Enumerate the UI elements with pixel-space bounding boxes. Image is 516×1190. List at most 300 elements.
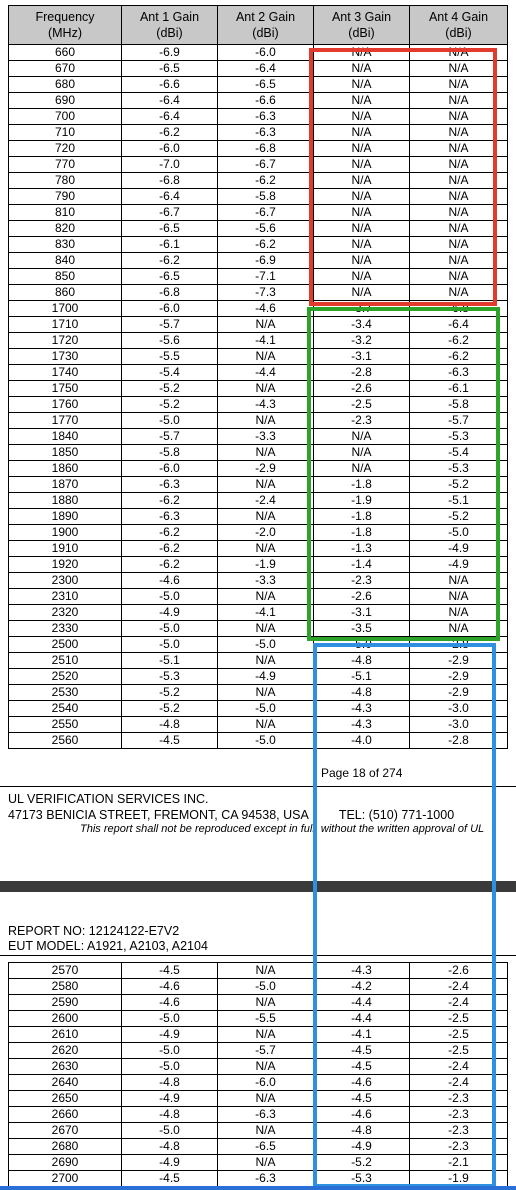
- table-row: [9, 445, 508, 461]
- cell-ant4-gain: N/A: [410, 621, 508, 637]
- cell-ant1-gain: -5.8: [122, 445, 218, 461]
- cell-ant4-gain: -2.5: [410, 1011, 508, 1027]
- cell-frequency: 780: [9, 173, 122, 189]
- cell-ant2-gain: -6.7: [218, 205, 314, 221]
- cell-ant4-gain: -2.1: [410, 1155, 508, 1171]
- footer-tel: TEL: (510) 771-1000: [338, 808, 455, 822]
- cell-ant4-gain: -3.0: [410, 717, 508, 733]
- cell-frequency: 2500: [9, 637, 122, 653]
- table-row: [9, 525, 508, 541]
- cell-frequency: 2540: [9, 701, 122, 717]
- cell-ant2-gain: -6.8: [218, 141, 314, 157]
- cell-ant2-gain: N/A: [218, 1027, 314, 1043]
- cell-ant1-gain: -6.4: [122, 109, 218, 125]
- cell-ant4-gain: N/A: [410, 125, 508, 141]
- cell-frequency: 2520: [9, 669, 122, 685]
- table-row: [9, 285, 508, 301]
- cell-ant3-gain: -4.1: [314, 1027, 410, 1043]
- table-row: [9, 349, 508, 365]
- table-row: [9, 589, 508, 605]
- cell-ant4-gain: N/A: [410, 173, 508, 189]
- cell-ant1-gain: -4.5: [122, 1171, 218, 1187]
- table-row: [9, 573, 508, 589]
- cell-ant4-gain: N/A: [410, 45, 508, 61]
- cell-ant3-gain: N/A: [314, 141, 410, 157]
- cell-frequency: 2510: [9, 653, 122, 669]
- report-number: REPORT NO: 12124122-E7V2: [8, 924, 180, 938]
- cell-ant4-gain: -6.2: [410, 333, 508, 349]
- cell-ant3-gain: -5.3: [314, 1171, 410, 1187]
- cell-ant4-gain: -5.4: [410, 445, 508, 461]
- cell-ant4-gain: -1.9: [410, 1171, 508, 1187]
- cell-ant3-gain: N/A: [314, 157, 410, 173]
- header-frequency: Frequency (MHz): [9, 6, 122, 45]
- cell-ant4-gain: -4.9: [410, 557, 508, 573]
- table-row: [9, 1011, 508, 1027]
- cell-ant3-gain: -2.3: [314, 573, 410, 589]
- cell-ant2-gain: N/A: [218, 413, 314, 429]
- table-row: [9, 93, 508, 109]
- cell-ant2-gain: -2.0: [218, 525, 314, 541]
- cell-ant3-gain: -3.2: [314, 333, 410, 349]
- cell-frequency: 810: [9, 205, 122, 221]
- table-row: [9, 461, 508, 477]
- cell-frequency: 850: [9, 269, 122, 285]
- cell-ant3-gain: N/A: [314, 461, 410, 477]
- table-row: [9, 509, 508, 525]
- cell-ant4-gain: N/A: [410, 221, 508, 237]
- cell-ant1-gain: -6.4: [122, 93, 218, 109]
- cell-ant3-gain: -1.4: [314, 557, 410, 573]
- cell-ant2-gain: -6.5: [218, 1139, 314, 1155]
- cell-frequency: 820: [9, 221, 122, 237]
- cell-ant2-gain: N/A: [218, 589, 314, 605]
- cell-frequency: 2650: [9, 1091, 122, 1107]
- table-row: [9, 381, 508, 397]
- cell-ant3-gain: -3.1: [314, 349, 410, 365]
- cell-ant4-gain: -2.8: [410, 733, 508, 749]
- cell-frequency: 2600: [9, 1011, 122, 1027]
- cell-ant1-gain: -7.0: [122, 157, 218, 173]
- header-ant2-gain: Ant 2 Gain (dBi): [218, 6, 314, 45]
- cell-ant4-gain: -2.5: [410, 1027, 508, 1043]
- table-row: [9, 685, 508, 701]
- cell-ant2-gain: -6.2: [218, 173, 314, 189]
- cell-ant2-gain: -4.9: [218, 669, 314, 685]
- cell-ant3-gain: -1.8: [314, 509, 410, 525]
- cell-ant1-gain: -6.5: [122, 61, 218, 77]
- cell-ant1-gain: -5.2: [122, 701, 218, 717]
- cell-ant4-gain: -5.8: [410, 397, 508, 413]
- table-row: [9, 317, 508, 333]
- cell-ant4-gain: -2.4: [410, 1075, 508, 1091]
- cell-frequency: 2530: [9, 685, 122, 701]
- cell-ant1-gain: -6.2: [122, 125, 218, 141]
- cell-ant2-gain: -2.4: [218, 493, 314, 509]
- cell-ant1-gain: -5.6: [122, 333, 218, 349]
- cell-ant1-gain: -5.2: [122, 381, 218, 397]
- cell-frequency: 1730: [9, 349, 122, 365]
- cell-frequency: 720: [9, 141, 122, 157]
- cell-ant1-gain: -6.3: [122, 477, 218, 493]
- table-body: [9, 45, 508, 749]
- cell-frequency: 1720: [9, 333, 122, 349]
- table-row: [9, 301, 508, 317]
- cell-ant4-gain: -5.2: [410, 509, 508, 525]
- cell-ant2-gain: N/A: [218, 1155, 314, 1171]
- cell-ant3-gain: -1.9: [314, 493, 410, 509]
- cell-frequency: 690: [9, 93, 122, 109]
- cell-ant4-gain: -2.6: [410, 963, 508, 979]
- cell-ant3-gain: -2.6: [314, 589, 410, 605]
- cell-ant4-gain: -2.3: [410, 1091, 508, 1107]
- cell-ant3-gain: -5.2: [314, 1155, 410, 1171]
- cell-ant3-gain: N/A: [314, 189, 410, 205]
- cell-ant1-gain: -4.9: [122, 605, 218, 621]
- antenna-gain-table-continued: [8, 962, 508, 1187]
- page-number: Page 18 of 274: [321, 766, 403, 780]
- table-row: [9, 653, 508, 669]
- cell-ant1-gain: -5.0: [122, 1011, 218, 1027]
- cell-frequency: 1890: [9, 509, 122, 525]
- table-row: [9, 717, 508, 733]
- footer-note: This report shall not be reproduced except in full, without the written approval of UL: [80, 823, 485, 835]
- table-row: [9, 1075, 508, 1091]
- cell-ant1-gain: -5.1: [122, 653, 218, 669]
- cell-ant4-gain: -6.3: [410, 365, 508, 381]
- cell-ant4-gain: N/A: [410, 93, 508, 109]
- cell-ant3-gain: N/A: [314, 125, 410, 141]
- cell-frequency: 1850: [9, 445, 122, 461]
- cell-ant1-gain: -5.0: [122, 1043, 218, 1059]
- cell-ant3-gain: -2.6: [314, 381, 410, 397]
- cell-ant1-gain: -4.8: [122, 1075, 218, 1091]
- cell-ant4-gain: N/A: [410, 77, 508, 93]
- table-row: [9, 1091, 508, 1107]
- table-row: [9, 173, 508, 189]
- header-ant4-gain: Ant 4 Gain (dBi): [410, 6, 508, 45]
- cell-ant2-gain: N/A: [218, 653, 314, 669]
- cell-ant1-gain: -4.6: [122, 995, 218, 1011]
- cell-ant3-gain: -2.5: [314, 397, 410, 413]
- cell-ant2-gain: -6.0: [218, 1075, 314, 1091]
- table-row: [9, 237, 508, 253]
- cell-ant2-gain: -7.3: [218, 285, 314, 301]
- cell-ant1-gain: -5.0: [122, 589, 218, 605]
- cell-ant2-gain: -6.4: [218, 61, 314, 77]
- footer-company: UL VERIFICATION SERVICES INC.: [8, 792, 209, 806]
- cell-ant2-gain: -4.1: [218, 333, 314, 349]
- cell-ant2-gain: -5.0: [218, 733, 314, 749]
- cell-ant1-gain: -6.1: [122, 237, 218, 253]
- table-row: [9, 205, 508, 221]
- cell-ant2-gain: N/A: [218, 509, 314, 525]
- table-row: [9, 1123, 508, 1139]
- cell-ant1-gain: -6.2: [122, 493, 218, 509]
- cell-ant2-gain: -5.0: [218, 979, 314, 995]
- cell-ant4-gain: -2.5: [410, 1043, 508, 1059]
- cell-frequency: 2310: [9, 589, 122, 605]
- cell-frequency: 1840: [9, 429, 122, 445]
- cell-frequency: 2640: [9, 1075, 122, 1091]
- cell-ant4-gain: -6.4: [410, 317, 508, 333]
- table-row: [9, 557, 508, 573]
- cell-ant1-gain: -4.9: [122, 1091, 218, 1107]
- cell-ant4-gain: -3.0: [410, 701, 508, 717]
- cell-ant3-gain: -4.4: [314, 995, 410, 1011]
- cell-ant2-gain: -6.3: [218, 1107, 314, 1123]
- cell-ant1-gain: -5.7: [122, 317, 218, 333]
- table-row: [9, 253, 508, 269]
- cell-ant3-gain: N/A: [314, 61, 410, 77]
- cell-ant4-gain: N/A: [410, 253, 508, 269]
- cell-ant1-gain: -6.9: [122, 45, 218, 61]
- cell-ant2-gain: -3.3: [218, 429, 314, 445]
- cell-ant3-gain: N/A: [314, 253, 410, 269]
- cell-ant1-gain: -4.8: [122, 717, 218, 733]
- cell-ant1-gain: -6.0: [122, 301, 218, 317]
- cell-ant4-gain: -2.3: [410, 1107, 508, 1123]
- cell-ant4-gain: N/A: [410, 61, 508, 77]
- cell-ant3-gain: -4.0: [314, 733, 410, 749]
- cell-ant3-gain: -4.3: [314, 963, 410, 979]
- cell-ant3-gain: N/A: [314, 93, 410, 109]
- cell-ant4-gain: -5.2: [410, 477, 508, 493]
- table-row: [9, 669, 508, 685]
- cell-ant4-gain: -2.9: [410, 653, 508, 669]
- cell-ant3-gain: -4.5: [314, 1059, 410, 1075]
- cell-ant1-gain: -6.5: [122, 269, 218, 285]
- cell-ant3-gain: N/A: [314, 45, 410, 61]
- table-row: [9, 61, 508, 77]
- cell-frequency: 2590: [9, 995, 122, 1011]
- table-row: [9, 125, 508, 141]
- table-row: [9, 963, 508, 979]
- bottom-bar: [0, 1186, 516, 1190]
- cell-ant3-gain: -1.3: [314, 541, 410, 557]
- cell-ant2-gain: -5.5: [218, 1011, 314, 1027]
- cell-ant4-gain: -2.9: [410, 669, 508, 685]
- footer-address: 47173 BENICIA STREET, FREMONT, CA 94538, USA: [8, 808, 309, 822]
- cell-ant3-gain: -4.3: [314, 701, 410, 717]
- cell-ant4-gain: -6.2: [410, 349, 508, 365]
- cell-frequency: 1760: [9, 397, 122, 413]
- cell-ant3-gain: -4.5: [314, 1091, 410, 1107]
- table-row: [9, 157, 508, 173]
- table-row: [9, 1107, 508, 1123]
- cell-ant2-gain: N/A: [218, 1059, 314, 1075]
- cell-ant3-gain: -4.8: [314, 1123, 410, 1139]
- cell-ant4-gain: N/A: [410, 237, 508, 253]
- cell-ant4-gain: N/A: [410, 205, 508, 221]
- cell-ant4-gain: -5.3: [410, 429, 508, 445]
- cell-ant1-gain: -4.8: [122, 1107, 218, 1123]
- cell-ant2-gain: N/A: [218, 963, 314, 979]
- cell-frequency: 770: [9, 157, 122, 173]
- cell-ant4-gain: -6.8: [410, 301, 508, 317]
- table-row: [9, 1043, 508, 1059]
- cell-ant3-gain: N/A: [314, 109, 410, 125]
- cell-ant3-gain: -4.9: [314, 1139, 410, 1155]
- table-row: [9, 413, 508, 429]
- cell-ant3-gain: -2.3: [314, 413, 410, 429]
- cell-ant4-gain: -2.4: [410, 995, 508, 1011]
- cell-ant3-gain: -1.8: [314, 525, 410, 541]
- cell-ant3-gain: -5.1: [314, 669, 410, 685]
- cell-ant1-gain: -6.2: [122, 525, 218, 541]
- cell-ant3-gain: -4.3: [314, 717, 410, 733]
- table-row: [9, 733, 508, 749]
- cell-ant1-gain: -5.0: [122, 1123, 218, 1139]
- cell-frequency: 1860: [9, 461, 122, 477]
- cell-ant1-gain: -5.7: [122, 429, 218, 445]
- cell-ant1-gain: -5.0: [122, 413, 218, 429]
- cell-frequency: 840: [9, 253, 122, 269]
- cell-frequency: 1910: [9, 541, 122, 557]
- table-row: [9, 333, 508, 349]
- cell-ant2-gain: -3.3: [218, 573, 314, 589]
- cell-ant3-gain: -5.0: [314, 637, 410, 653]
- table-row: [9, 493, 508, 509]
- cell-ant2-gain: -2.9: [218, 461, 314, 477]
- cell-ant1-gain: -6.5: [122, 221, 218, 237]
- cell-ant2-gain: -7.1: [218, 269, 314, 285]
- cell-ant3-gain: N/A: [314, 429, 410, 445]
- cell-frequency: 660: [9, 45, 122, 61]
- table-body: [9, 963, 508, 1187]
- cell-ant1-gain: -6.7: [122, 205, 218, 221]
- cell-ant4-gain: N/A: [410, 269, 508, 285]
- cell-ant2-gain: -5.0: [218, 701, 314, 717]
- table-row: [9, 269, 508, 285]
- cell-ant4-gain: -2.4: [410, 1059, 508, 1075]
- page-break-bar: [0, 881, 516, 892]
- cell-frequency: 830: [9, 237, 122, 253]
- cell-ant2-gain: N/A: [218, 349, 314, 365]
- antenna-gain-table: [8, 5, 508, 749]
- cell-ant1-gain: -4.8: [122, 1139, 218, 1155]
- cell-frequency: 700: [9, 109, 122, 125]
- cell-ant3-gain: -4.6: [314, 1107, 410, 1123]
- table-row: [9, 109, 508, 125]
- cell-ant1-gain: -5.0: [122, 621, 218, 637]
- table-row: [9, 701, 508, 717]
- cell-ant1-gain: -6.0: [122, 461, 218, 477]
- cell-frequency: 1700: [9, 301, 122, 317]
- cell-frequency: 680: [9, 77, 122, 93]
- cell-ant2-gain: -4.4: [218, 365, 314, 381]
- cell-frequency: 1920: [9, 557, 122, 573]
- cell-ant4-gain: N/A: [410, 157, 508, 173]
- cell-frequency: 1770: [9, 413, 122, 429]
- cell-ant1-gain: -4.5: [122, 733, 218, 749]
- table-row: [9, 1059, 508, 1075]
- cell-frequency: 1750: [9, 381, 122, 397]
- cell-ant3-gain: N/A: [314, 173, 410, 189]
- cell-ant4-gain: -2.3: [410, 1139, 508, 1155]
- cell-ant2-gain: N/A: [218, 1091, 314, 1107]
- cell-ant1-gain: -4.9: [122, 1155, 218, 1171]
- cell-ant4-gain: -5.1: [410, 493, 508, 509]
- cell-ant2-gain: -4.6: [218, 301, 314, 317]
- cell-ant1-gain: -6.2: [122, 557, 218, 573]
- cell-ant2-gain: -6.2: [218, 237, 314, 253]
- cell-frequency: 2690: [9, 1155, 122, 1171]
- cell-frequency: 2580: [9, 979, 122, 995]
- cell-frequency: 1900: [9, 525, 122, 541]
- cell-frequency: 1870: [9, 477, 122, 493]
- cell-ant3-gain: N/A: [314, 221, 410, 237]
- cell-frequency: 2670: [9, 1123, 122, 1139]
- table-row: [9, 221, 508, 237]
- cell-ant1-gain: -6.2: [122, 253, 218, 269]
- cell-ant1-gain: -4.9: [122, 1027, 218, 1043]
- cell-ant1-gain: -6.8: [122, 173, 218, 189]
- cell-ant4-gain: -2.9: [410, 685, 508, 701]
- cell-frequency: 2620: [9, 1043, 122, 1059]
- table-row: [9, 1027, 508, 1043]
- cell-ant1-gain: -6.6: [122, 77, 218, 93]
- cell-frequency: 2560: [9, 733, 122, 749]
- cell-ant4-gain: N/A: [410, 141, 508, 157]
- cell-ant1-gain: -4.6: [122, 979, 218, 995]
- footer-address-line: [8, 808, 454, 822]
- cell-ant2-gain: -4.1: [218, 605, 314, 621]
- table-row: [9, 637, 508, 653]
- cell-ant2-gain: -4.3: [218, 397, 314, 413]
- cell-frequency: 2660: [9, 1107, 122, 1123]
- cell-frequency: 710: [9, 125, 122, 141]
- cell-ant2-gain: -6.7: [218, 157, 314, 173]
- cell-ant2-gain: -6.5: [218, 77, 314, 93]
- cell-ant3-gain: -3.7: [314, 301, 410, 317]
- cell-frequency: 1880: [9, 493, 122, 509]
- cell-ant3-gain: N/A: [314, 285, 410, 301]
- cell-ant1-gain: -5.0: [122, 1059, 218, 1075]
- cell-ant2-gain: -5.7: [218, 1043, 314, 1059]
- cell-frequency: 2630: [9, 1059, 122, 1075]
- table-row: [9, 429, 508, 445]
- cell-ant2-gain: N/A: [218, 477, 314, 493]
- cell-ant2-gain: -5.8: [218, 189, 314, 205]
- cell-ant2-gain: -6.9: [218, 253, 314, 269]
- cell-ant3-gain: N/A: [314, 77, 410, 93]
- cell-ant3-gain: -3.5: [314, 621, 410, 637]
- cell-ant3-gain: -4.4: [314, 1011, 410, 1027]
- cell-ant4-gain: -4.9: [410, 541, 508, 557]
- cell-ant3-gain: -3.4: [314, 317, 410, 333]
- cell-ant2-gain: -6.3: [218, 125, 314, 141]
- cell-ant4-gain: N/A: [410, 109, 508, 125]
- table-row: [9, 541, 508, 557]
- cell-ant2-gain: N/A: [218, 685, 314, 701]
- cell-ant1-gain: -5.0: [122, 637, 218, 653]
- cell-ant2-gain: -6.6: [218, 93, 314, 109]
- eut-model: EUT MODEL: A1921, A2103, A2104: [8, 939, 208, 953]
- cell-ant1-gain: -4.6: [122, 573, 218, 589]
- cell-frequency: 2300: [9, 573, 122, 589]
- cell-ant3-gain: -2.8: [314, 365, 410, 381]
- cell-ant3-gain: N/A: [314, 269, 410, 285]
- table-row: [9, 1155, 508, 1171]
- table-row: [9, 621, 508, 637]
- cell-frequency: 860: [9, 285, 122, 301]
- table-row: [9, 397, 508, 413]
- cell-ant2-gain: -6.3: [218, 109, 314, 125]
- cell-ant4-gain: -5.3: [410, 461, 508, 477]
- cell-ant3-gain: N/A: [314, 205, 410, 221]
- cell-ant4-gain: -6.1: [410, 381, 508, 397]
